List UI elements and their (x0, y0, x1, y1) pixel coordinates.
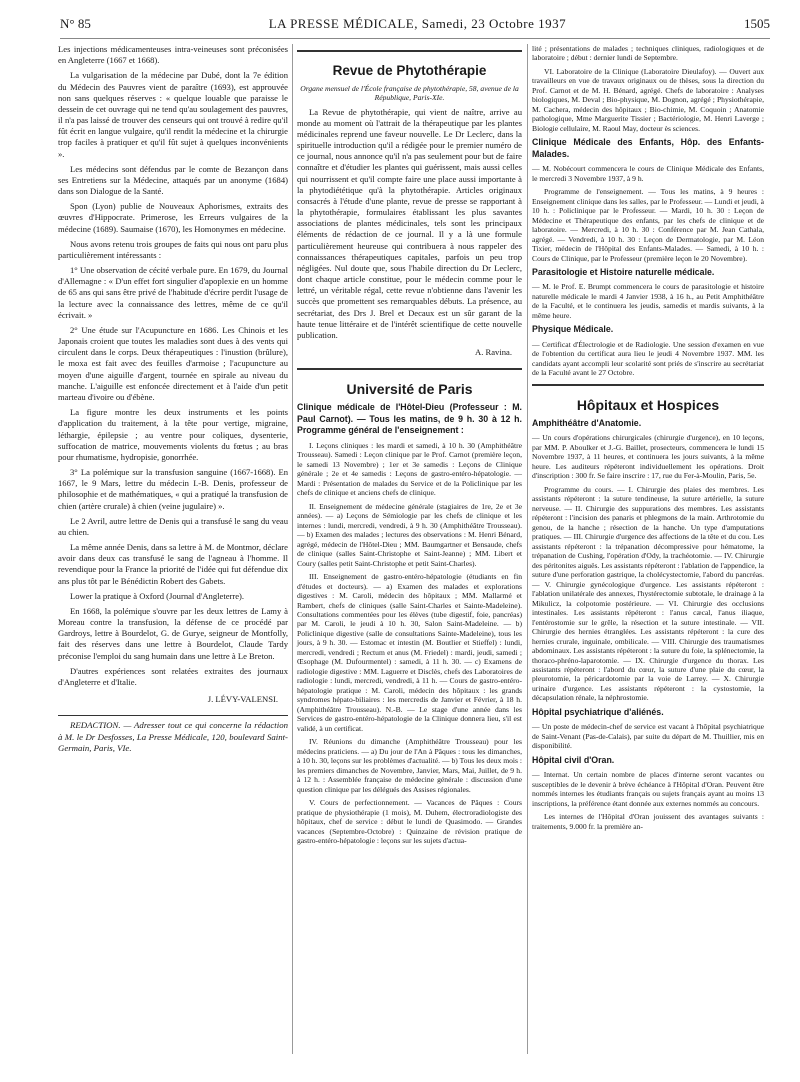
paragraph: En 1668, la polémique s'ouvre par les deux lettres de Lamy à Moreau contre la transfusion, la défense de ce procédé par Gardroys, lettre à Bourdelot, G. de Gurye, seigneur de Montfolly, fait des réserves dans une lettre à Bourdelot, Claude Tardy préconise l'emploi du sang humain dans une lettre à Le Breton. (58, 605, 288, 661)
paragraph: — M. le Prof. E. Brumpt commencera le cours de parasitologie et histoire naturelle médicale le mardi 4 Janvier 1938, à 16 h., au Petit Amphithéâtre de la Faculté, et le continuera les jeudis, samedis et mardis suivants, à la même heure. (532, 282, 764, 320)
physique-heading: Physique Médicale. (532, 324, 614, 335)
oran-heading: Hôpital civil d'Oran. (532, 754, 615, 765)
paragraph: La Revue de phytothérapie, qui vient de naître, arrive au monde au moment où l'attrait de la thérapeutique par les plantes médicinales reprend une faveur nouvelle. Le Dr Leclerc, dans la spirituelle introduction qu'il a rédigée pour le premier numéro de ce journal, nous annonce qu'il n'a pas seulement pour but de faire connaître et d'étudier les plantes qui guérissent, mais aussi celles qui nourrissent et qu'il compte faire une place aussi importante à la phytodiététique qu'à la phytothérapie. Articles originaux consacrés à l'étude d'une plante, revue de presse se rapportant à la phytothérapie, formulaires établissant les plus savantes associations de plantes médicinales, tels sont les principaux éléments de rédaction de ce journal. Il y a là une formule particulièrement heureuse qui contribuera à nous rappeler des connaissances thérapeutiques capitales, parfois un peu trop négligées. Nul doute que, sous l'habile direction du Dr Leclerc, dont chaque article constitue, pour le médecin comme pour le lettré, un véritable régal, cette revue n'obtienne dans l'avenir les succès que promettent ses remarquables débuts. La présence, au secrétariat, des Drs J. Brel et Decaux est un sûr garant de la haute tenue littéraire et de l'intérêt scientifique de cette nouvelle publication. (297, 106, 522, 340)
enfants-heading: Clinique Médicale des Enfants, Hôp. des Enfants-Malades. (532, 137, 764, 159)
divider (532, 384, 764, 386)
paragraph: 1° Une observation de cécité verbale pure. En 1679, du Journal d'Allemagne : « D'un effet fort singulier d'apoplexie en un homme de 65 ans qui sans être privé de l'habitude d'écrire perdit l'usage de la lecture avec la connaissance des lettres, même de ce qu'il écrivait. » (58, 265, 288, 320)
column-2 (297, 44, 522, 850)
column-divider (527, 44, 528, 1054)
paragraph: La même année Denis, dans sa lettre à M. de Montmor, déclare avoir dans deux cas transfusé le sang de l'agneau à l'homme. Il revendique pour la France la priorité de l'idée qui fut défendue dix ans plus tôt par le Bénédictin Robert des Gabets. (58, 542, 288, 586)
paragraph: V. Cours de perfectionnement. — Vacances de Pâques : Cours pratique de physiothérapie (1 mois), M. Duhem, électroradiologiste des hôpitaux, chef de service : début le lundi de Quasimodo. — Grandes vacances (Septembre-Octobre) : Quinzaine de révision pratique de gastro-entéro-hépatologie : leçons sur les sujets d'actua- (297, 798, 522, 846)
section-title-universite: Université de Paris (346, 381, 473, 398)
paragraph: Les médecins sont défendus par le comte de Bezançon dans ses Entretiens sur la Médecine, attaqués par un anonyme (1684) dans son Dialogue de la Santé. (58, 163, 288, 197)
page-header (60, 16, 770, 39)
paragraph: — Internat. Un certain nombre de places d'interne seront vacantes ou susceptibles de le devenir à brève échéance à l'Hôpital d'Oran. Peuvent être nommés internes les étudiants français ou sujets français ayant au moins 13 inscriptions, la préférence étant donnée aux externes nommés au concours. (532, 770, 764, 808)
paragraph: Nous avons retenu trois groupes de faits qui nous ont paru plus particulièrement intéressants : (58, 238, 288, 260)
paragraph: — Un cours d'opérations chirurgicales (chirurgie d'urgence), en 10 leçons, par MM. P. Aboulker et J.-G. Baillet, prosecteurs, commencera le lundi 15 Novembre 1937, à 11 heures, et continuera les jours suivants, à la même heure. Les auditeurs répéteront individuellement les opérations. Droit d'inscription : 300 fr. Se faire inscrire : 17, rue du Fer-à-Moulin, Paris, 5e. (532, 433, 764, 481)
section-title-hopitaux: Hôpitaux et Hospices (576, 396, 720, 413)
psychiatrique-heading: Hôpital psychiatrique d'aliénés. (532, 706, 664, 717)
paragraph: 3° La polémique sur la transfusion sanguine (1667-1668). En 1667, le 9 Mars, lettre du médecin I.-B. Denis, professeur de philosophie et de mathématiques, « qui a pratiqué la transfusion de chien (artère crurale) à chien (veine jugulaire) ». (58, 467, 288, 511)
issue-number: N° 85 (60, 16, 91, 31)
phyto-organ-info: Organe mensuel de l'École française de phytothérapie, 58, avenue de la République, Paris-XIe. (300, 83, 519, 103)
amphitheatre-heading: Amphithéâtre d'Anatomie. (532, 417, 642, 428)
paragraph: — Certificat d'Électrologie et de Radiologie. Une session d'examen en vue de l'obtention du certificat aura lieu le jeudi 4 Novembre 1937. MM. les candidats ayant accompli leur scolarité sont priés de s'inscrire au secrétariat de la Faculté avant le 27 Octobre. (532, 339, 764, 378)
clinique-heading: Clinique médicale de l'Hôtel-Dieu (Professeur : M. Paul Carnot). — Tous les matins, de 9 h. 30 à 12 h. Programme général de l'enseignement : (297, 402, 522, 436)
paragraph: — M. Nobécourt commencera le cours de Clinique Médicale des Enfants, le mercredi 3 Novembre 1937, à 9 h. (532, 164, 764, 183)
redaction-notice: REDACTION. — Adresser tout ce qui concerne la rédaction à M. le Dr Desfosses, La Presse Médicale, 120, boulevard Saint-Germain, Paris, VIe. (58, 720, 288, 754)
paragraph: I. Leçons cliniques : les mardi et samedi, à 10 h. 30 (Amphithéâtre Trousseau). Samedi : Leçon clinique par le Prof. Carnot (première leçon, le samedi 13 Novembre) ; 1er et 3e samedis : Leçons de Clinique générale ; 2e et 4e samedis : Leçons de gastro-entéro-hépatologie. — Mardi : Présentation de malades du Service et de la Policlinique par les chefs de clinique et anciens chefs de clinique. (297, 440, 522, 498)
paragraph: Programme de l'enseignement. — Tous les matins, à 9 heures : Enseignement clinique dans les salles, par le Professeur. — Lundi et jeudi, à 10 h. : Policlinique par le Professeur. — Mardi, 10 h. 30 : Leçon de Médecine et Thérapeutique des enfants, par les chefs de clinique et de laboratoire. — Mercredi, à 10 h. 30 : Conférence par M. Jean Cathala, agrégé. — Vendredi, à 10 h. 30 : Leçon de Dermatologie, par M. Léon Tixier, médecin de l'Hôpital des Enfants-Malades. — Samedi, à 10 h. : Cours de Clinique, par le Professeur (première leçon le 20 Novembre). (532, 187, 764, 263)
paragraph: 2° Une étude sur l'Acupuncture en 1686. Les Chinois et les Japonais croient que toutes les maladies sont dues à des vents qui circulent dans le corps. Deux thérapeutiques : l'inustion (brûlure), le moxa est fait avec des feuilles d'armoise ; l'acupuncture au moyen d'une aiguille d'argent, tournée en spirale au niveau du manche. L'aiguille est enfoncée directement et à l'aide d'un petit marteau d'ivoire ou d'ébène. (58, 324, 288, 402)
paragraph: Spon (Lyon) publie de Nouveaux Aphorismes, extraits des œuvres d'Hippocrate. Primerose, les Erreurs vulgaires de la médecine (1689). Saumaise (1670), les Homonymes en médecine. (58, 201, 288, 234)
divider (297, 368, 522, 370)
paragraph: Programme du cours. — I. Chirurgie des plaies des membres. Les assistants répéteront : la suture tendineuse, la suture artérielle, la suture nerveuse. — II. Chirurgie des suppurations des membres. Les assistants répéteront : l'incision des panaris et phlegmons de la main. Arthrotomie du genou, de la hanche ; résection de la hanche. Un type d'amputations pratiques. — III. Chirurgie d'urgence des affections de la tête et du cou. Les assistants répéteront : la trépanation décompressive pour hématome, la trépanation de Cushing, l'opération d'Ody, la trachéotomie. — IV. Chirurgie des péritonites aiguës. Les assistants répéteront : l'ablation de l'appendice, la suture d'une perforation gastrique, la cholécystectomie, l'abord du pancréas. — V. Chirurgie gynécologique d'urgence. Les assistants répéteront : l'ablation unilatérale des annexes, l'hystérectomie subtotale, le drainage à la Mikulicz, la colpotomie postérieure. — VI. Chirurgie des occlusions intestinales. Les assistants répéteront : l'anus cæcal, l'anus iliaque, l'entérostomie sur le grêle, la résection et la suture intestinale. — VII. Chirurgie des hernies étranglées. Les assistants répéteront : la cure des hernies crurale, inguinale, ombilicale. — VIII. Chirurgie des traumatismes abdominaux. Les assistants répéteront : la suture du foie, la splénectomie, la thoraco-phréno-laparotomie. — IX. Chirurgie d'urgence du thorax. Les assistants répéteront : l'abord du cœur, la suture d'une plaie du cœur, la pleurotomie, la péricardotomie par la voie de Larrey. — X. Chirurgie urinaire d'urgence. Les assistants répéteront : la cystostomie, la décapsulation rénale, la néphrostomie. (532, 484, 764, 703)
paragraph: Lower la pratique à Oxford (Journal d'Angleterre). (70, 590, 245, 601)
paragraph: Le 2 Avril, autre lettre de Denis qui a transfusé le sang du veau au chien. (58, 515, 288, 537)
page-number: 1505 (743, 16, 770, 31)
paragraph: La figure montre les deux instruments et les points d'application du traitement, à la tête pour vertige, migraine, léthargie, épilepsie ; au ventre pour coliques, dysenterie, suffocation de matrice, mouvements violents du fœtus ; au bras pour rhumatisme, hydropisie, gonorrhée. (58, 407, 288, 462)
paragraph: Les internes de l'Hôpital d'Oran jouissent des avantages suivants : traitements, 9.000 fr. la première an- (532, 812, 764, 831)
paragraph: — Un poste de médecin-chef de service est vacant à l'hôpital psychiatrique de Saint-Venant (Pas-de-Calais), par suite du départ de M. Thuillier, mis en disponibilité. (532, 722, 764, 751)
paragraph: II. Enseignement de médecine générale (stagiaires de 1re, 2e et 3e années). — a) Leçons de Sémiologie par les chefs de clinique et les internes : lundi, mercredi, vendredi, à 9 h. 30 (Amphithéâtre Trousseau). — b) Examen des malades ; lectures des observations : M. Henri Bénard, agrégé, médecin de l'Hôtel-Dieu ; MM. Baumgartner et Bensaude, chefs de clinique (salles Saint-Christophe et Saint-Jeanne) ; MM. Libert et Coury (salles petit Saint-Christophe et petit Saint-Charles). (297, 501, 522, 568)
paragraph: VI. Laboratoire de la Clinique (Laboratoire Dieulafoy). — Ouvert aux travailleurs en vue de travaux originaux ou de thèses, sous la direction du Prof. Carnot et de M. H. Bénard, agrégé. Chefs de laboratoire : Analyses biologiques, M. Deval ; Bio-physique, M. Dognon, agrégé ; Physiothérapie, M. Cachera, médecin des hôpitaux ; Bio-chimie, M. Coquoin ; Anatomie pathologique, Mme Marguerite Tissier ; Bactériologie, M. Henri Laverge ; Biologie cellulaire, M. Raoul May, docteur ès sciences. (532, 66, 764, 133)
column-divider (292, 44, 293, 1054)
phyto-signature: A. Ravina. (475, 347, 512, 358)
paragraph: lité ; présentations de malades ; techniques cliniques, radiologiques et de laboratoire ; début : dernier lundi de Septembre. (532, 44, 764, 63)
paragraph: III. Enseignement de gastro-entéro-hépatologie (étudiants en fin d'études et docteurs). — a) Examen des malades et explorations digestives : M. Caroli, médecin des hôpitaux ; MM. Mallarmé et Rambert, chefs de cliniques (salle Saint-Charles et Sainte-Madeleine). Consultations commentées pour les élèves (tube digestif, foie, pancréas) par M. Caroli, le jeudi à 10 h. 30, Salon Saint-Madeleine. — b) Policlinique digestive (salle de consultations Sainte-Madeleine), tous les jours, à 9 h. 30. — Estomac et intestin (M. Boutlier et Stieffel) : lundi, mercredi, vendredi ; Rectum et anus (M. Friedel) : mardi, jeudi, samedi ; Œsophage (M. Dufourmentel) : samedi, à 11 h. 30. — c) Examens de radiologie digestive : MM. Laguerre et Disclès, chefs des Laboratoires de radiologie : lundi, mercredi, vendredi, à 11 h. — Cours de gastro-entéro-hépatologie pratique : M. Caroli, médecin des hôpitaux : les grands syndromes hépato-biliaires : les mercredis de Janvier et Février, à 18 h. (Amphithéâtre Trousseau). N.-B. — Le stage d'une année dans les Services de gastro-entéro-hépatologie de la Clinique donnera lieu, s'il est validé, à un certificat. (297, 572, 522, 733)
paragraph: Les injections médicamenteuses intra-veineuses sont préconisées en Angleterre (1667 et 1668). (58, 44, 288, 66)
divider (58, 715, 288, 716)
author-signature: J. LÉVY-VALENSI. (207, 694, 278, 705)
paragraph: IV. Réunions du dimanche (Amphithéâtre Trousseau) pour les médecins praticiens. — a) Du jour de l'An à Pâques : tous les dimanches, à 10 h. 30, leçons sur les problèmes d'actualité. — b) Tous les deux mois : les premiers dimanches de Novembre, Janvier, Mars, Mai, Juillet, de 9 h. à 12 h. : Assemblée française de médecine générale : discussion d'une question clinique par les délégués des Assises régionales. (297, 737, 522, 794)
journal-title: LA PRESSE MÉDICALE, Samedi, 23 Octobre 1937 (268, 16, 567, 31)
column-3 (532, 44, 764, 835)
paragraph: D'autres expériences sont relatées extraites des journaux d'Angleterre et d'Italie. (58, 665, 288, 687)
divider (297, 50, 522, 52)
column-1 (58, 44, 288, 759)
section-title-phytotherapie: Revue de Phytothérapie (332, 63, 487, 78)
paragraph: La vulgarisation de la médecine par Dubé, dont la 7e édition du Médecin des Pauvres vient de paraître (1693), est approuvée non sans quelques réserves : « quelque louable que paraisse le dessein de cet ouvrage qui ne tend qu'au soulagement des pauvres, il n'a pas laissé de trouver des censeurs qui ont trouvé à redire qu'il fût écrit en langue vulgaire, qu'il rendit la médecine et la chirurgie trop faciles à pratiquer et qu'il fût sujet à quelques inconvénients ». (58, 70, 288, 159)
parasitologie-heading: Parasitologie et Histoire naturelle médicale. (532, 267, 715, 278)
